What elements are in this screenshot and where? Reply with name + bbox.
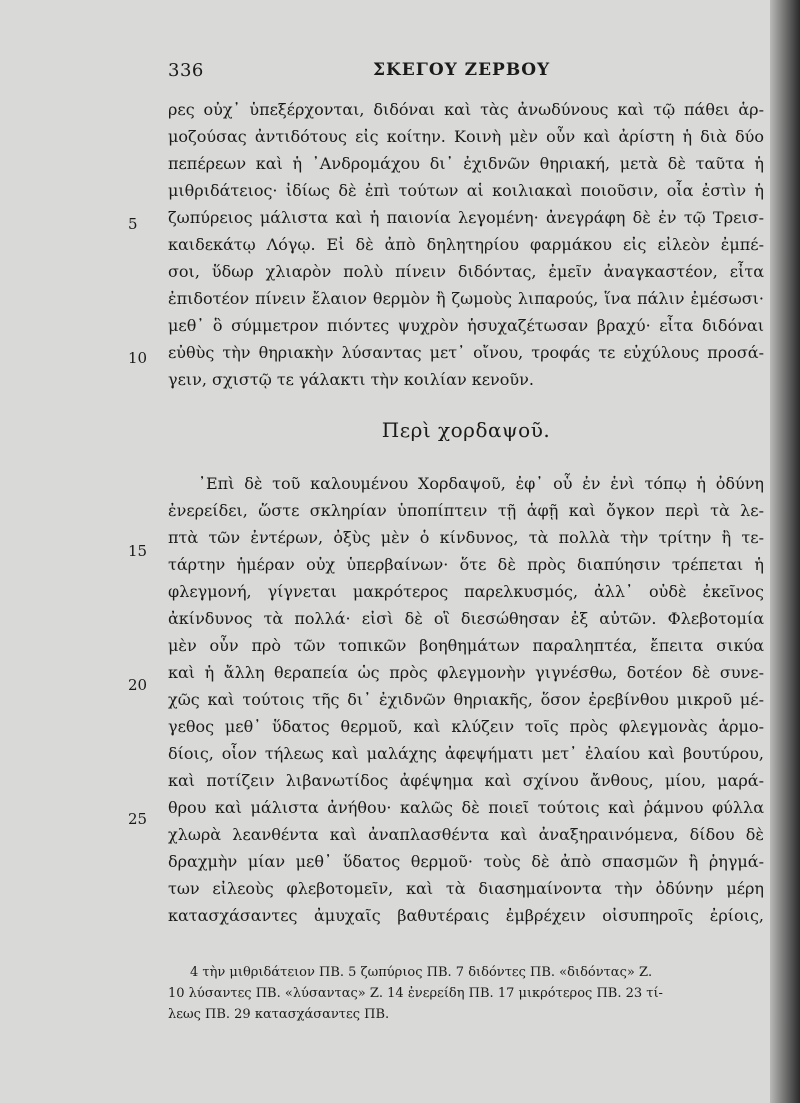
footnote-line: 4 τὴν μιθριδάτειον ΠΒ. 5 ζωπύριος ΠΒ. 7 διδόντες ΠΒ. «διδόντας» Ζ. <box>190 965 653 980</box>
text-line: θρου καὶ μάλιστα ἀνήθου· καλῶς δὲ ποιεῖ τούτοις καὶ ῥάμνου φύλλα <box>168 798 764 817</box>
text-line: δραχμὴν μίαν μεθ᾽ ὕδατος θερμοῦ· τοὺς δὲ ἀπὸ σπασμῶν ἢ ῥηγμά- <box>168 852 764 871</box>
text-line: μὲν οὖν πρὸ τῶν τοπικῶν βοηθημάτων παραληπτέα, ἔπειτα σικύα <box>168 636 764 655</box>
text-line: των εἰλεοὺς φλεβοτομεῖν, καὶ τὰ διασημαίνοντα τὴν ὀδύνην μέρη <box>168 879 764 898</box>
line-number-15: 15 <box>128 542 148 560</box>
page-binding-shadow <box>770 0 800 1103</box>
text-line: καιδεκάτῳ Λόγῳ. Εἰ δὲ ἀπὸ δηλητηρίου φαρμάκου εἰς εἰλεὸν ἐμπέ- <box>168 235 764 254</box>
text-line: ἐπιδοτέον πίνειν ἔλαιον θερμὸν ἢ ζωμοὺς λιπαρούς, ἵνα πάλιν ἐμέσωσι· <box>168 289 764 308</box>
page-header <box>168 60 768 90</box>
text-line: φλεγμονή, γίγνεται μακρότερος παρελκυσμός, ἀλλ᾽ οὐδὲ ἐκεῖνος <box>168 582 764 601</box>
text-line: χλωρὰ λεανθέντα καὶ ἀναπλασθέντα καὶ ἀναξηραινόμενα, δίδου δὲ <box>168 825 764 844</box>
text-line: ἀκίνδυνος τὰ πολλά· εἰσὶ δὲ οἳ διεσώθησαν ἐξ αὐτῶν. Φλεβοτομία <box>168 609 764 628</box>
text-line: ᾽Επὶ δὲ τοῦ καλουμένου Χορδαψοῦ, ἐφ᾽ οὗ ἐν ἑνὶ τόπῳ ἡ ὀδύνη <box>198 474 764 493</box>
footnote-line: λεως ΠΒ. 29 κατασχάσαντες ΠΒ. <box>168 1007 390 1022</box>
line-number-5: 5 <box>128 215 138 233</box>
line-number-10: 10 <box>128 349 148 367</box>
page-number: 336 <box>168 60 204 81</box>
line-number-25: 25 <box>128 810 148 828</box>
text-line: κατασχάσαντες ἀμυχαῖς βαθυτέραις ἐμβρέχειν οἰσυπηροῖς ἐρίοις, <box>168 906 764 925</box>
text-line: ζωπύρειος μάλιστα καὶ ἡ παιονία λεγομένη· ἀνεγράφη δὲ ἐν τῷ Τρεισ- <box>168 208 764 227</box>
text-line: ρες οὐχ᾽ ὑπεξέρχονται, διδόναι καὶ τὰς ἀνωδύνους καὶ τῷ πάθει ἁρ- <box>168 100 764 119</box>
running-title: ΣΚΕΓΟΥ ΖΕΡΒΟΥ <box>373 60 551 80</box>
text-line: καὶ ποτίζειν λιβανωτίδος ἀφέψημα καὶ σχίνου ἄνθους, μίου, μαρά- <box>168 771 764 790</box>
text-line: γειν, σχιστῷ τε γάλακτι τὴν κοιλίαν κενοῦν. <box>168 370 534 389</box>
text-line: εὐθὺς τὴν θηριακὴν λύσαντας μετ᾽ οἴνου, τροφάς τε εὐχύλους προσά- <box>168 343 764 362</box>
text-line: χῶς καὶ τούτοις τῆς δι᾽ ἐχιδνῶν θηριακῆς, ὅσον ἐρεβίνθου μικροῦ μέ- <box>168 690 764 709</box>
text-line: ἐνερείδει, ὥστε σκληρίαν ὑποπίπτειν τῇ ἁφῇ καὶ ὄγκον περὶ τὰ λε- <box>168 501 764 520</box>
line-number-20: 20 <box>128 676 148 694</box>
text-line: μιθριδάτειος· ἰδίως δὲ ἐπὶ τούτων αἱ κοιλιακαὶ ποιοῦσιν, οἷα ἐστὶν ἡ <box>168 181 764 200</box>
text-line: πτὰ τῶν ἐντέρων, ὀξὺς μὲν ὁ κίνδυνος, τὰ πολλὰ τὴν τρίτην ἢ τε- <box>168 528 764 547</box>
text-line: δίοις, οἷον τήλεως καὶ μαλάχης ἀφεψήματι μετ᾽ ἐλαίου καὶ βουτύρου, <box>168 744 764 763</box>
text-line: γεθος μεθ᾽ ὕδατος θερμοῦ, καὶ κλύζειν τοῖς πρὸς φλεγμονὰς ἁρμο- <box>168 717 764 736</box>
text-line: καὶ ἡ ἄλλη θεραπεία ὡς πρὸς φλεγμονὴν γιγνέσθω, δοτέον δὲ συνε- <box>168 663 764 682</box>
text-line: πεπέρεων καὶ ἡ ᾽Ανδρομάχου δι᾽ ἐχιδνῶν θηριακή, μετὰ δὲ ταῦτα ἡ <box>168 154 764 173</box>
text-line: τάρτην ἡμέραν οὐχ ὑπερβαίνων· ὅτε δὲ πρὸς διαπύησιν τρέπεται ἡ <box>168 555 764 574</box>
footnote-line: 10 λύσαντες ΠΒ. «λύσαντας» Ζ. 14 ἐνερείδη ΠΒ. 17 μικρότερος ΠΒ. 23 τί- <box>168 986 663 1001</box>
text-line: μεθ᾽ ὃ σύμμετρον πιόντες ψυχρὸν ἡσυχαζέτωσαν βραχύ· εἶτα διδόναι <box>168 316 764 335</box>
section-heading: Περὶ χορδαψοῦ. <box>381 418 551 442</box>
text-line: σοι, ὕδωρ χλιαρὸν πολὺ πίνειν διδόντας, ἐμεῖν ἀναγκαστέον, εἶτα <box>168 262 764 281</box>
text-line: μοζούσας ἀντιδότους εἰς κοίτην. Κοινὴ μὲν οὖν καὶ ἀρίστη ἡ διὰ δύο <box>168 127 764 146</box>
